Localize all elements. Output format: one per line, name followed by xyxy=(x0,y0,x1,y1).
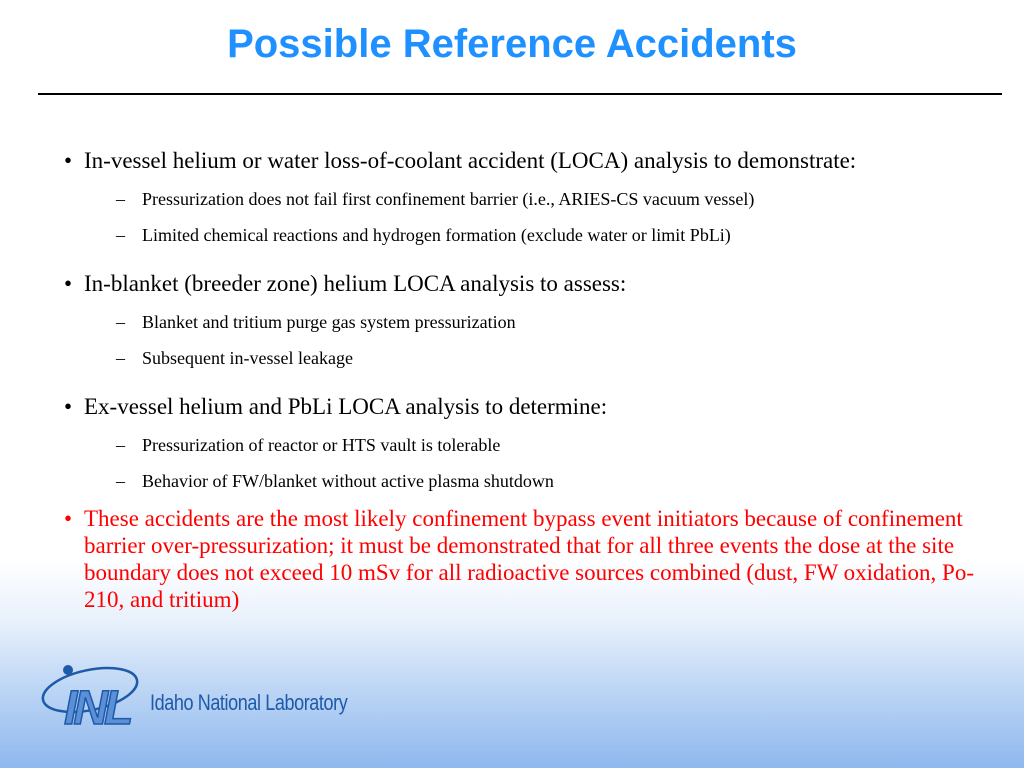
bullet-marker: • xyxy=(64,506,73,531)
sub-bullet-item xyxy=(60,469,1000,493)
bullet-text: Ex-vessel helium and PbLi LOCA analysis to determine: xyxy=(84,394,608,419)
sub-bullet-text: Pressurization of reactor or HTS vault is tolerable xyxy=(142,435,501,455)
title-divider xyxy=(38,93,1002,95)
highlight-bullet-item xyxy=(60,505,1000,613)
sub-bullet-marker: – xyxy=(116,225,125,245)
sub-bullet-marker: – xyxy=(116,348,125,368)
sub-bullet-text: Pressurization does not fail first confinement barrier (i.e., ARIES-CS vacuum vessel) xyxy=(142,189,755,209)
bullet-marker: • xyxy=(64,148,73,173)
sub-bullet-text: Behavior of FW/blanket without active plasma shutdown xyxy=(142,471,554,491)
logo-mark-text: INL xyxy=(64,682,130,732)
bullet-item xyxy=(60,146,1000,175)
bullet-text: In-vessel helium or water loss-of-coolant accident (LOCA) analysis to demonstrate: xyxy=(84,148,857,173)
sub-bullet-item xyxy=(60,433,1000,457)
sub-bullet-text: Subsequent in-vessel leakage xyxy=(142,348,353,368)
bullet-text: In-blanket (breeder zone) helium LOCA analysis to assess: xyxy=(84,271,627,296)
sub-bullet-text: Blanket and tritium purge gas system pressurization xyxy=(142,312,516,332)
sub-bullet-item xyxy=(60,223,1000,247)
sub-bullet-marker: – xyxy=(116,312,125,332)
bullet-item xyxy=(60,392,1000,421)
sub-bullet-item xyxy=(60,310,1000,334)
sub-bullet-marker: – xyxy=(116,435,125,455)
bullet-marker: • xyxy=(64,271,73,296)
bullet-item xyxy=(60,269,1000,298)
slide-title: Possible Reference Accidents xyxy=(227,22,797,66)
sub-bullet-marker: – xyxy=(116,471,125,491)
logo-text: Idaho National Laboratory xyxy=(150,690,348,715)
sub-bullet-text: Limited chemical reactions and hydrogen formation (exclude water or limit PbLi) xyxy=(142,225,731,245)
bullet-text: These accidents are the most likely confinement bypass event initiators because of confinement barrier over-pressurization; it must be demonstrated that for all three events the dose at the site boundary does not exceed 10 mSv for all radioactive sources combined (dust, FW oxidation, Po-210, and tritium) xyxy=(84,506,974,612)
slide-body xyxy=(60,146,1000,613)
sub-bullet-marker: – xyxy=(116,189,125,209)
sub-bullet-item xyxy=(60,187,1000,211)
sub-bullet-item xyxy=(60,346,1000,370)
bullet-marker: • xyxy=(64,394,73,419)
